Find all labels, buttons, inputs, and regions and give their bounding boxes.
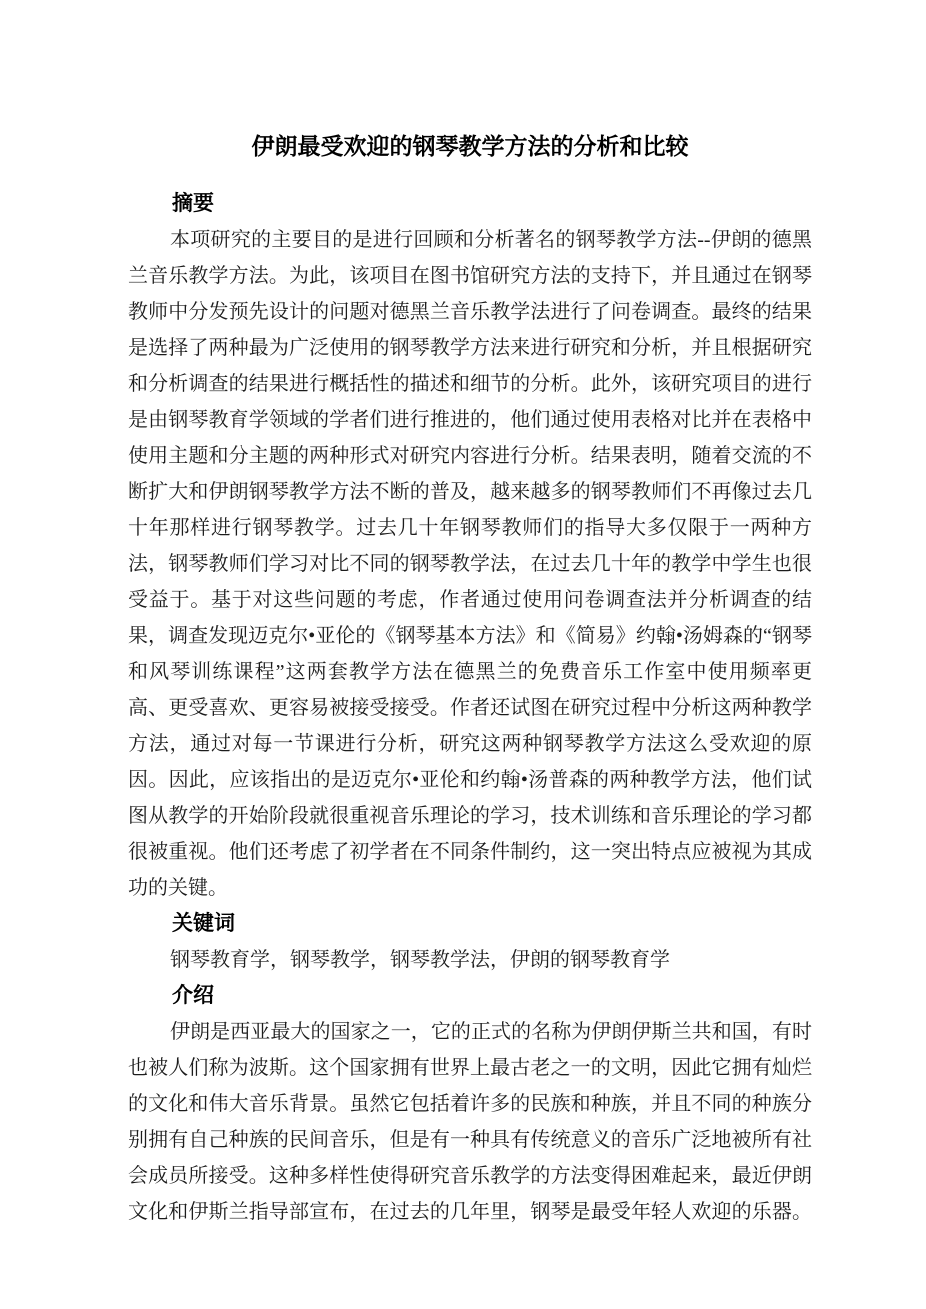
keywords-text: 钢琴教育学，钢琴教学，钢琴教学法，伊朗的钢琴教育学 <box>170 949 670 971</box>
keywords-heading: 关键词 <box>172 912 235 935</box>
document-content <box>128 128 812 1230</box>
abstract-heading: 摘要 <box>172 192 214 215</box>
introduction-paragraph: 伊朗是西亚最大的国家之一，它的正式的名称为伊朗伊斯兰共和国，有时也被人们称为波斯。这个国家拥有世界上最古老之一的文明，因此它拥有灿烂的文化和伟大音乐背景。虽然它包括着许多的民族和种族，并且不同的种族分别拥有自己种族的民间音乐，但是有一种具有传统意义的音乐广泛地被所有社会成员所接受。这种多样性使得研究音乐教学的方法变得困难起来，最近伊朗文化和伊斯兰指导部宣布，在过去的几年里，钢琴是最受年轻人欢迎的乐器。 <box>128 1021 812 1223</box>
introduction-heading: 介绍 <box>172 984 214 1007</box>
abstract-paragraph: 本项研究的主要目的是进行回顾和分析著名的钢琴教学方法--伊朗的德黑兰音乐教学方法。为此，该项目在图书馆研究方法的支持下，并且通过在钢琴教师中分发预先设计的问题对德黑兰音乐教学法进行了问卷调查。最终的结果是选择了两种最为广泛使用的钢琴教学方法来进行研究和分析，并且根据研究和分析调查的结果进行概括性的描述和细节的分析。此外，该研究项目的进行是由钢琴教育学领域的学者们进行推进的，他们通过使用表格对比并在表格中使用主题和分主题的两种形式对研究内容进行分析。结果表明，随着交流的不断扩大和伊朗钢琴教学方法不断的普及，越来越多的钢琴教师们不再像过去几十年那样进行钢琴教学。过去几十年钢琴教师们的指导大多仅限于一两种方法，钢琴教师们学习对比不同的钢琴教学法，在过去几十年的教学中学生也很受益于。基于对这些问题的考虑，作者通过使用问卷调查法并分析调查的结果，调查发现迈克尔•亚伦的《钢琴基本方法》和《简易》约翰•汤姆森的“钢琴和风琴训练课程”这两套教学方法在德黑兰的免费音乐工作室中使用频率更高、更受喜欢、更容易被接受接受。作者还试图在研究过程中分析这两种教学方法，通过对每一节课进行分析，研究这两种钢琴教学方法这么受欢迎的原因。因此，应该指出的是迈克尔•亚伦和约翰•汤普森的两种教学方法，他们试图从教学的开始阶段就很重视音乐理论的学习，技术训练和音乐理论的学习都很被重视。他们还考虑了初学者在不同条件制约，这一突出特点应被视为其成功的关键。 <box>128 229 812 899</box>
page-title: 伊朗最受欢迎的钢琴教学方法的分析和比较 <box>251 133 689 159</box>
